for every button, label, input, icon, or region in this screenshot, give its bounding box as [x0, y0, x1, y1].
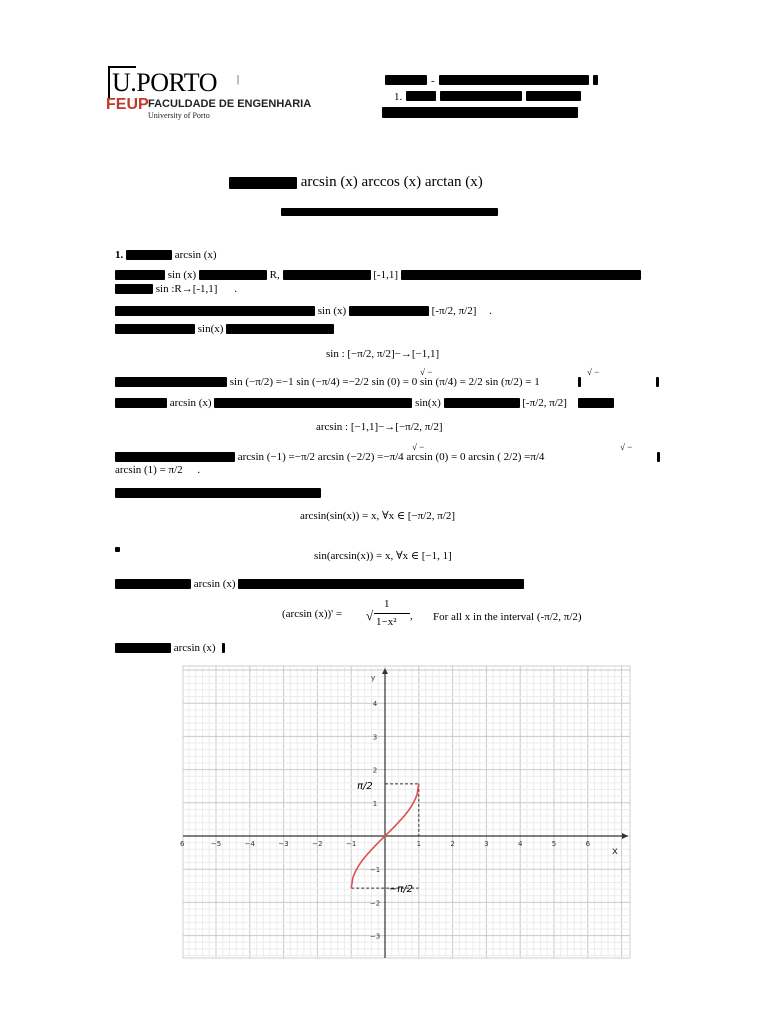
p6-fn: arcsin (x)	[193, 578, 236, 590]
conjunction-marker	[115, 540, 120, 558]
y-tick-label: 1	[372, 799, 378, 808]
equation-arcsin-map: arcsin : [−1,1]−→[−π/2, π/2]	[316, 421, 443, 433]
section1-p1-line2	[115, 282, 237, 296]
logo-uporto	[108, 66, 217, 98]
ex2-values: arcsin (−1) =−π/2 arcsin (−2/2) =−π/4 arcsin (0) = 0 arcsin ( 2/2) =π/4	[237, 451, 545, 463]
y-tick-label: −3	[369, 932, 381, 941]
ex2-root-mark-1: √ −	[412, 442, 425, 452]
y-tick-label: 2	[372, 766, 378, 775]
p2-dot: .	[489, 305, 492, 317]
y-tick-label: 3	[372, 733, 378, 742]
p3-fn: sin(x)	[197, 323, 224, 335]
redacted-block	[440, 91, 522, 101]
derivative-denominator: 1−x²	[376, 616, 397, 628]
page-title	[229, 174, 483, 191]
sqrt-icon: √	[366, 608, 374, 623]
y-axis-label: y	[371, 674, 376, 682]
redacted-block	[656, 377, 659, 387]
logo-university: University of Porto	[148, 111, 210, 120]
x-tick-label: −4	[244, 840, 255, 848]
redacted-block	[439, 75, 589, 85]
logo-tick: |	[237, 74, 240, 85]
section1-p4	[115, 396, 614, 410]
redacted-block	[115, 579, 191, 589]
redacted-block	[593, 75, 598, 85]
redacted-block	[578, 377, 581, 387]
equation-arcsin-sin: arcsin(sin(x)) = x, ∀x ∈ [−π/2, π/2]	[300, 510, 455, 522]
redacted-block	[115, 377, 227, 387]
p2-fn: sin (x)	[317, 305, 347, 317]
redacted-block	[115, 547, 120, 552]
section1-ex2-line2	[115, 463, 200, 477]
derivative-comma: ,	[410, 610, 413, 622]
p4-fn: arcsin (x)	[169, 397, 212, 409]
redacted-block	[578, 398, 614, 408]
header-dash: -	[431, 75, 435, 87]
arcsin-graph	[179, 666, 630, 958]
x-axis-label: x	[612, 846, 618, 857]
section1-ex1	[115, 375, 659, 389]
section1-p2	[115, 304, 492, 318]
redacted-block	[115, 488, 321, 498]
x-tick-label: 6	[179, 840, 185, 848]
annotation-pi-over-2: π/2	[357, 780, 373, 792]
redacted-block	[199, 270, 267, 280]
p2-interval: [-π/2, π/2]	[431, 305, 477, 317]
logo-faculty: FACULDADE DE ENGENHARIA	[148, 98, 312, 110]
x-tick-label: −1	[346, 840, 357, 848]
page-subtitle	[281, 203, 498, 221]
header-year-prefix: 1.	[394, 91, 403, 103]
section1-p3	[115, 322, 334, 336]
logo-porto-text: PORTO	[136, 68, 217, 97]
p1-dot: .	[234, 283, 237, 295]
section1-p1-line1	[115, 268, 641, 282]
ex1-root-mark-2: √ −	[587, 367, 600, 377]
redacted-block	[115, 284, 153, 294]
ex2-line2: arcsin (1) = π/2	[115, 464, 183, 476]
redacted-block	[657, 452, 660, 462]
section1-p6	[115, 577, 524, 591]
p1-fn: sin (x)	[167, 269, 197, 281]
redacted-block	[115, 306, 315, 316]
derivative-lhs: (arcsin (x))' =	[282, 608, 343, 620]
p1-domain: R,	[269, 269, 280, 281]
x-tick-label: −2	[312, 840, 323, 848]
section1-heading	[115, 248, 217, 262]
equation-sin-map: sin : [−π/2, π/2]−→[−1,1]	[326, 348, 440, 360]
redacted-block	[222, 643, 225, 653]
redacted-block	[214, 398, 412, 408]
redacted-block	[283, 270, 371, 280]
redacted-block	[115, 324, 195, 334]
redacted-block	[349, 306, 429, 316]
title-functions: arcsin (x) arccos (x) arctan (x)	[300, 174, 483, 190]
ex2-root-mark-2: √ −	[620, 442, 633, 452]
x-tick-label: 1	[416, 840, 422, 848]
fraction-bar	[374, 613, 410, 614]
x-tick-label: −5	[210, 840, 222, 848]
redacted-block	[226, 324, 334, 334]
redacted-block	[115, 270, 165, 280]
p1-range: [-1,1]	[373, 269, 399, 281]
section-number: 1.	[115, 249, 124, 261]
ex2-dot: .	[197, 464, 201, 476]
y-tick-label: 4	[372, 700, 378, 709]
p4-fn2: sin(x)	[415, 397, 441, 409]
p4-interval: [-π/2, π/2]	[522, 397, 567, 409]
redacted-block	[526, 91, 581, 101]
x-tick-label: −3	[278, 840, 289, 848]
redacted-block	[401, 270, 641, 280]
ex1-values: sin (−π/2) =−1 sin (−π/4) =−2/2 sin (0) = 0 sin (π/4) = 2/2 sin (π/2) = 1	[229, 376, 540, 388]
graph-heading-fn: arcsin (x)	[173, 642, 216, 654]
redacted-block	[406, 91, 436, 101]
redacted-block	[281, 208, 498, 216]
equation-sin-arcsin: sin(arcsin(x)) = x, ∀x ∈ [−1, 1]	[314, 550, 452, 562]
x-tick-label: 4	[517, 840, 523, 848]
redacted-block	[385, 75, 427, 85]
y-tick-label: −1	[369, 866, 381, 875]
redacted-block	[444, 398, 520, 408]
section1-p5	[115, 486, 321, 500]
x-tick-label: 5	[551, 840, 557, 848]
x-tick-label: 2	[450, 840, 455, 848]
redacted-block	[115, 452, 235, 462]
derivative-numerator: 1	[384, 598, 390, 610]
x-tick-label: 3	[484, 840, 489, 848]
redacted-block	[115, 398, 167, 408]
graph-heading	[115, 641, 225, 655]
p1-map: sin :R→[-1,1]	[155, 283, 218, 295]
logo-feup: FEUP	[106, 96, 149, 113]
logo-u: U.	[108, 66, 136, 98]
x-tick-label: 6	[585, 840, 591, 848]
redacted-block	[238, 579, 524, 589]
redacted-block	[115, 643, 171, 653]
section-heading-fn: arcsin (x)	[174, 249, 217, 261]
section1-ex2	[115, 450, 660, 464]
annotation-minus-pi-over-2: −π/2	[388, 884, 413, 896]
header-authors-line	[382, 103, 578, 121]
redacted-block	[126, 250, 172, 260]
redacted-block	[382, 107, 578, 118]
ex1-root-mark-1: √ −	[420, 367, 433, 377]
derivative-note: For all x in the interval (-π/2, π/2)	[433, 611, 582, 623]
redacted-block	[229, 177, 297, 189]
y-tick-label: −2	[369, 899, 381, 908]
